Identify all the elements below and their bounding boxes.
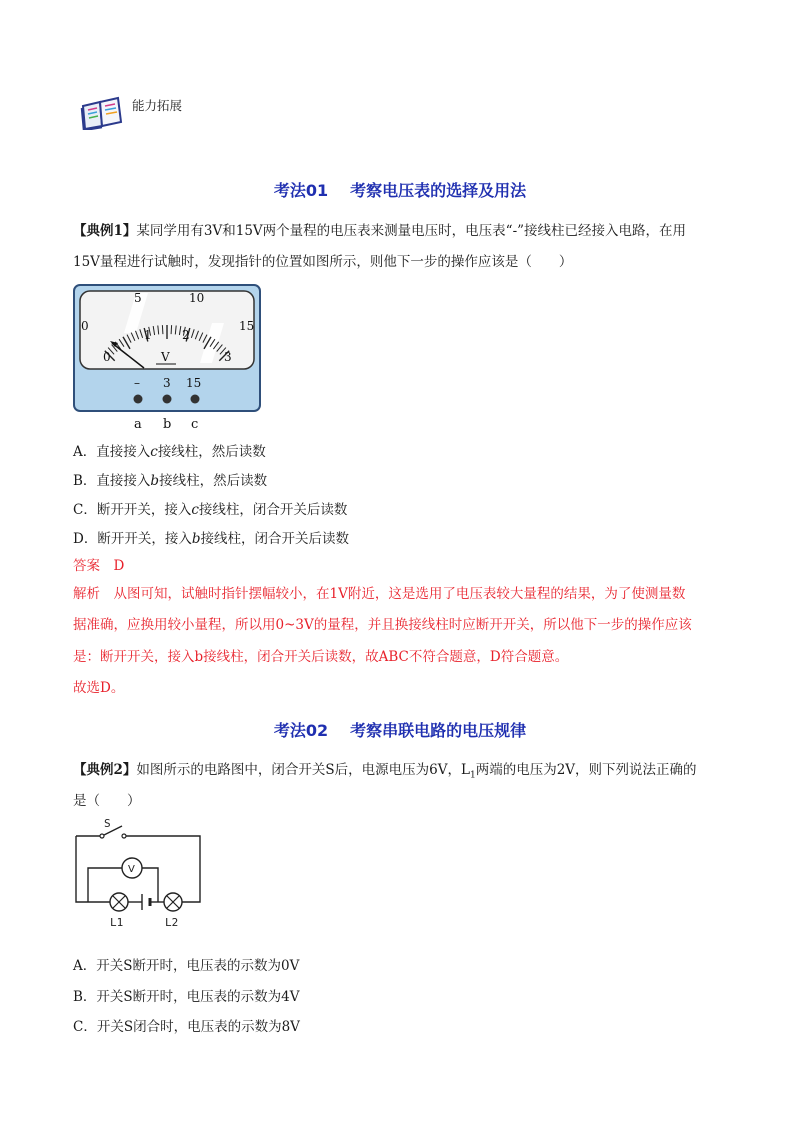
option-1c: C．断开开关，接入c接线柱，闭合开关后读数 <box>73 502 348 518</box>
lamp-1-label: L1 <box>110 916 124 929</box>
terminal-letter-a: a <box>134 417 142 432</box>
option-1d: D．断开开关，接入b接线柱，闭合开关后读数 <box>73 531 349 547</box>
upper-tick-label-5: 5 <box>134 291 142 305</box>
section1-heading <box>0 178 800 201</box>
analysis1-line1: 解析 从图可知，试触时指针摆幅较小，在1V附近，这是选用了电压表较大量程的结果，为了使测量数 <box>73 586 686 602</box>
circuit-figure <box>70 818 210 930</box>
voltmeter-figure <box>72 283 262 433</box>
terminal-b <box>163 395 172 404</box>
section1-heading-number: 考法01 <box>273 181 329 200</box>
section2-heading-text: 考察串联电路的电压规律 <box>350 721 527 740</box>
section1-heading-text: 考察电压表的选择及用法 <box>350 181 527 200</box>
terminal-c <box>191 395 200 404</box>
conclusion1: 故选D。 <box>73 680 125 696</box>
terminal-label-neg: – <box>134 376 140 390</box>
section2-heading-number: 考法02 <box>273 721 329 740</box>
question2-line1: 【典例2】如图所示的电路图中，闭合开关S后，电源电压为6V，$L_1$两端的电压为2V，则下列说法正确的 <box>73 762 697 781</box>
option-2c: C．开关S闭合时，电压表的示数为8V <box>73 1019 300 1035</box>
open-book-icon <box>80 96 124 130</box>
terminal-letter-c: c <box>191 417 199 432</box>
example2-tag: 【典例2】 <box>73 762 137 778</box>
question1-line1 <box>73 221 686 241</box>
header-label: 能力拓展 <box>132 98 183 113</box>
option-1b: B．直接接入b接线柱，然后读数 <box>73 473 268 489</box>
circuit-voltmeter-label: V <box>128 864 135 875</box>
lower-tick-label-2: 2 <box>182 328 190 342</box>
example1-tag: 【典例1】 <box>73 223 137 239</box>
header <box>80 92 240 132</box>
terminal-a <box>134 395 143 404</box>
lower-tick-label-1: 1 <box>144 328 152 342</box>
lamp-2-label: L2 <box>165 916 179 929</box>
lower-tick-label-0: 0 <box>103 350 111 364</box>
terminal-label-15: 15 <box>186 376 202 390</box>
meter-unit-label: V <box>161 350 170 364</box>
upper-tick-label-0: 0 <box>81 319 89 333</box>
terminal-letter-b: b <box>163 417 172 432</box>
terminal-letters <box>134 417 198 432</box>
option-2a: A．开关S断开时，电压表的示数为0V <box>73 958 300 974</box>
question1-line2: 15V量程进行试触时，发现指针的位置如图所示，则他下一步的操作应该是（ ） <box>73 254 573 270</box>
section2-heading <box>0 718 800 741</box>
option-1a: A．直接接入c接线柱，然后读数 <box>73 444 266 460</box>
switch-label: S <box>104 818 111 830</box>
answer1: 答案 D <box>73 558 125 574</box>
question2-line2: 是（ ） <box>73 793 141 809</box>
option-2b: B．开关S断开时，电压表的示数为4V <box>73 989 300 1005</box>
upper-tick-label-10: 10 <box>189 291 205 305</box>
scale-tick <box>171 325 172 334</box>
upper-tick-label-15: 15 <box>239 319 255 333</box>
question1-text1: 某同学用有3V和15V两个量程的电压表来测量电压时，电压表“-”接线柱已经接入电路，在用 <box>136 223 687 239</box>
analysis1-line2: 据准确，应换用较小量程，所以用0~3V的量程，并且换接线柱时应断开开关，所以他下一步的操作应该 <box>73 617 692 633</box>
lower-tick-label-3: 3 <box>224 350 232 364</box>
analysis1-line3: 是：断开开关，接入b接线柱，闭合开关后读数，故ABC不符合题意，D符合题意。 <box>73 649 569 665</box>
terminal-label-3: 3 <box>163 376 171 390</box>
scale-tick <box>162 325 163 334</box>
